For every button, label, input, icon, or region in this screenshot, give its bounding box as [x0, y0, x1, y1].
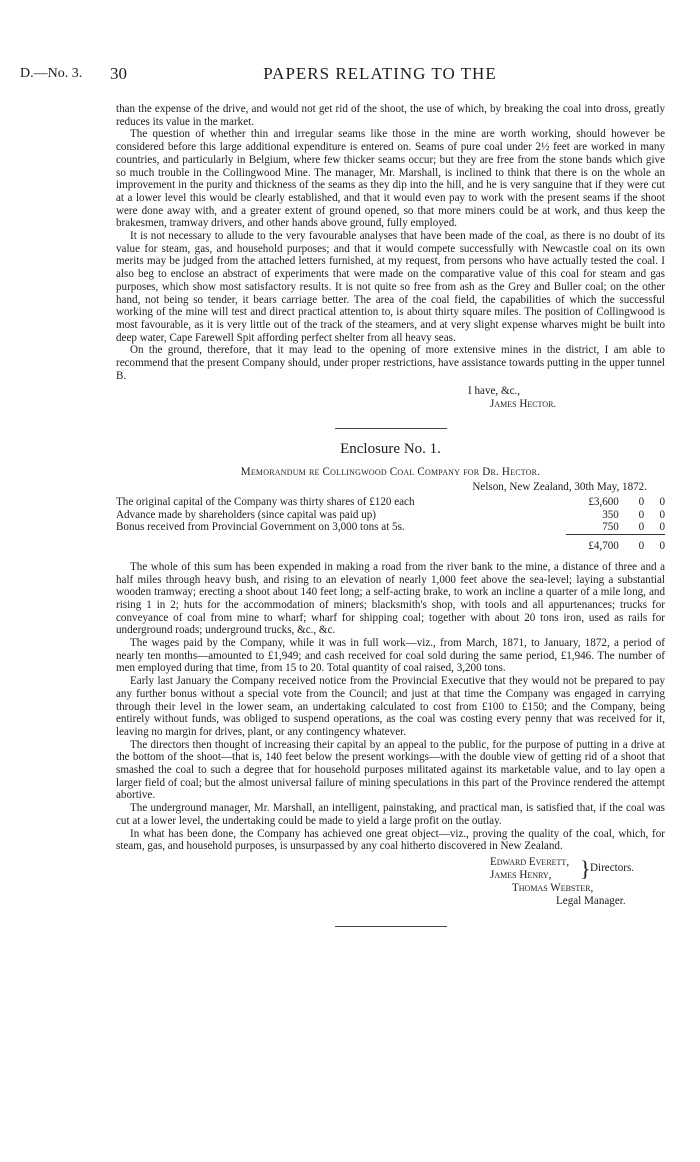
memo-body: [116, 561, 665, 853]
account-item: Advance made by shareholders (since capital was paid up): [116, 508, 376, 521]
total-pence: 0: [644, 535, 665, 553]
account-row: [116, 496, 665, 509]
end-divider: [335, 926, 447, 927]
account-item: Bonus received from Provincial Government on 3,000 tons at 5s.: [116, 521, 405, 534]
account-pounds: 350: [602, 508, 619, 521]
memo-paragraph-3: Early last January the Company received notice from the Provincial Executive that they would not be prepared to pay any further bonus without a special vote from the Council; and just at that time the Company was engaged in carrying through their level in the lower seam, an undertaking calculated to cost from £100 to £150; and the Company, being entirely without funds, was obliged to suspend operations, as the coal was costing every penny that was received for it, leaving no margin for drives, plant, or any contingency whatever.: [116, 675, 665, 738]
letter-closing: I have, &c.,: [468, 385, 521, 398]
letter-paragraph-1: than the expense of the drive, and would not get rid of the shoot, the use of which, by breaking the coal into dross, greatly reduces its value in the market.: [116, 103, 665, 128]
memo-signatories: [116, 856, 665, 920]
total-pounds: £4,700: [566, 535, 619, 553]
letter-paragraph-4: On the ground, therefore, that it may lead to the opening of more extensive mines in the district, I am able to recommend that the present Company should, under proper restrictions, have assistance towards putting in the upper tunnel B.: [116, 344, 665, 382]
account-row: [116, 521, 665, 534]
paper-code: D.—No. 3.: [20, 66, 83, 81]
total-shillings: 0: [619, 535, 644, 553]
memo-paragraph-2: The wages paid by the Company, while it was in full work—viz., from March, 1871, to January, 1872, a period of nearly ten months—amounted to £1,949; and cash received for coal sold during the same period, £1,946. The number of men employed during that time, from 15 to 20. Total quantity of coal raised, 3,200 tons.: [116, 637, 665, 675]
account-pounds: 750: [602, 521, 619, 534]
letter-signature-block: [468, 385, 665, 410]
signatory-name: James Henry,: [490, 868, 552, 881]
signatory-name: Edward Everett,: [490, 855, 570, 868]
letter-paragraph-2: The question of whether thin and irregular seams like those in the mine are worth working, should however be considered before this large additional expenditure is entered on. Seams of pure coal under 2½ feet are worked in many countries, and particularly in Belgium, where few thicker seams occur; but they are free from the stone bands which give so much trouble in the Collingwood Mine. The manager, Mr. Marshall, is inclined to think that there is on the whole an improvement in the purity and thickness of the seams as they dip into the hill, and he is very sanguine that if they were cut at a lower level this would be clearly established, and that it would even pay to work with the present seams if the shoot were done away with, and a greater extent of ground opened, so that more miners could be at work, and thus keep the brakesmen, tramway drivers, and other hands above ground, fully employed.: [116, 128, 665, 230]
memo-paragraph-1: The whole of this sum has been expended in making a road from the river bank to the mine, a distance of three and a half miles through heavy bush, and rising to an elevation of nearly 1,000 feet above the sea-level; laying a substantial wooden tramway; erecting a shoot about 140 feet long; a self-acting brake, to work an incline a quarter of a mile long, and rising 1 in 2; huts for the accommodation of miners; blacksmith's shop, with tools and all appurtenances; trucks for conveyance of coal from mine to wharf; wharf for shipping coal; together with about 20 tons iron, used as rails for underground roads; underground trucks, &c., &c.: [116, 560, 665, 637]
letter-signature: James Hector.: [490, 398, 557, 411]
account-shillings: 0: [638, 521, 645, 534]
signatory-role: Legal Manager.: [556, 894, 626, 907]
running-title: PAPERS RELATING TO THE: [263, 64, 497, 83]
account-pence: 0: [659, 495, 665, 508]
account-pounds: £3,600: [588, 495, 619, 508]
signatory-role: Directors.: [590, 861, 635, 874]
capital-account-table: [116, 496, 665, 553]
letter-paragraph-3: It is not necessary to allude to the very favourable analyses that have been made of the coal, as there is no doubt of its value for steam, gas, and household purposes; and that it would compete successfully with Newcastle coal on its own merits may be judged from the attached letters furnished, at my request, from persons who have actually tested the coal. I also beg to enclose an abstract of experiments that were made on the comparative value of this coal for steam and gas purposes, which show most satisfactory results. It is not quite so free from ash as the Grey and Buller coal; on the other hand, not being so tender, it bears carriage better. The area of the coal field, the capabilities of which the successful working of the mine will test and direct practical attention to, is about thirty square miles. The position of Collingwood is most favourable, as it is very little out of the track of the steamers, and at very slight expense wharves might be built into deep water, Cape Farewell Spit affording perfect shelter from all heavy seas.: [116, 230, 665, 344]
memo-paragraph-5: The underground manager, Mr. Marshall, an intelligent, painstaking, and practical man, is satisfied that, if the coal was cut at a lower level, the undertaking could be made to yield a large profit on the outlay.: [116, 802, 665, 827]
memo-heading: Memorandum re Collingwood Coal Company for Dr. Hector.: [240, 465, 541, 478]
enclosure-title: Enclosure No. 1.: [340, 440, 441, 457]
account-shillings: 0: [638, 495, 645, 508]
running-header: [0, 64, 700, 84]
memo-paragraph-6: In what has been done, the Company has achieved one great object—viz., proving the quality of the coal, which, for steam, gas, and household purposes, is unsurpassed by any coal hitherto discovered in New Zealand.: [116, 827, 665, 853]
account-row: [116, 509, 665, 522]
brace-glyph: }: [580, 855, 591, 881]
memo-paragraph-4: The directors then thought of increasing their capital by an appeal to the public, for the purpose of putting in a drive at the bottom of the shoot—that is, 140 feet below the present workings—with the double view of getting rid of a shoot that smashed the coal to such a degree that for household purposes militated against its marketable value, and to lay open a larger field of coal; but the almost universal failure of mining speculations in this part of the Province rendered the attempt abortive.: [116, 738, 665, 802]
account-pence: 0: [659, 508, 665, 521]
page-number: 30: [110, 64, 127, 83]
memo-place-date: Nelson, New Zealand, 30th May, 1872.: [472, 481, 647, 494]
signatory-name: Thomas Webster,: [512, 881, 594, 894]
page-body: [116, 103, 665, 941]
account-item: The original capital of the Company was thirty shares of £120 each: [116, 495, 415, 508]
account-total-row: [116, 535, 665, 553]
section-divider: [335, 428, 447, 429]
account-shillings: 0: [638, 508, 645, 521]
account-pence: 0: [659, 521, 665, 534]
